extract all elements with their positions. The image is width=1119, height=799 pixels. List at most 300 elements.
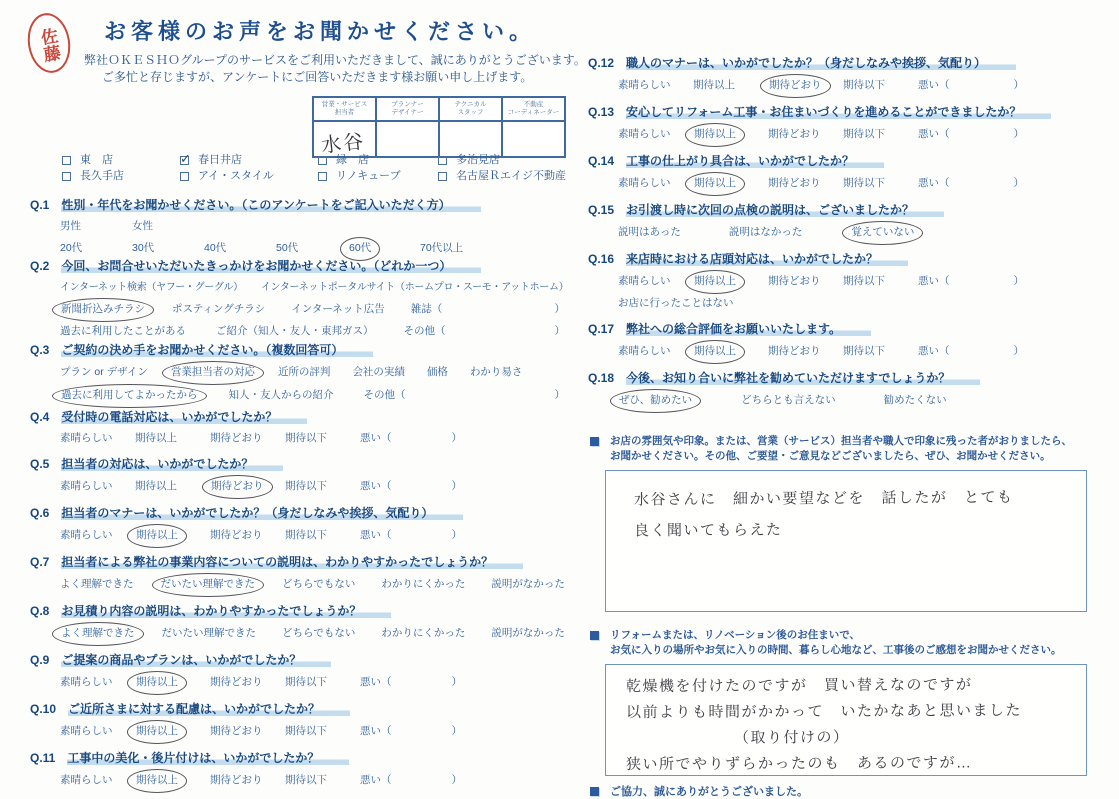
store-checkbox-group [62, 152, 566, 184]
store-checkbox[interactable] [438, 172, 447, 181]
handwritten-comment-line: （取り付けの） [733, 729, 850, 747]
store-checkbox[interactable] [62, 172, 71, 181]
circled-answer: 期待以上 [127, 720, 187, 744]
question-text: 来店時における店頭対応は、いかがでしたか？ [626, 252, 908, 266]
option-label: どちらでもない [282, 627, 356, 639]
option[interactable] [768, 76, 843, 95]
intro-line-2: ご多忙と存じますが、アンケートにご回答いただきます様お願い申し上げます。 [102, 70, 533, 84]
option-row [588, 174, 1108, 193]
option[interactable] [172, 301, 265, 318]
option-row [588, 391, 1108, 410]
option-label: ポスティングチラシ [172, 303, 266, 315]
option[interactable] [381, 625, 465, 642]
option-label: 悪い（ [360, 774, 392, 786]
question-text: お見積り内容の説明は、わかりやすかったでしょうか？ [61, 604, 391, 618]
store-row [62, 168, 566, 184]
option[interactable] [282, 576, 355, 593]
option[interactable] [729, 224, 803, 241]
circled-answer: 期待以上 [685, 172, 745, 196]
question-text: 担当者の対応は、いかがでしたか？ [61, 457, 283, 471]
option-label: インターネット広告 [291, 303, 385, 315]
bullet-square-icon [590, 437, 599, 446]
check-mark-icon: ✓ [180, 150, 191, 166]
circled-answer: 60代 [340, 237, 380, 261]
option-label: ） [1013, 275, 1024, 287]
option[interactable] [285, 772, 360, 789]
option[interactable] [135, 430, 210, 447]
option-row [588, 125, 1108, 144]
option[interactable] [404, 323, 446, 340]
comment-box-2[interactable] [605, 664, 1087, 776]
option[interactable] [60, 478, 135, 495]
intro-text [84, 52, 586, 86]
option[interactable] [261, 279, 569, 296]
comment2-prompt-line1: リフォームまたは、リノベーション後のお住まいで、 [610, 629, 861, 641]
question-q5 [30, 456, 565, 496]
handwritten-comment-line: 以前よりも時間がかかって いたかなあと思いました [625, 702, 1023, 722]
question-text: 弊社への総合評価をお願いいたします。 [626, 322, 871, 336]
questions-column-right [588, 55, 1108, 799]
option[interactable] [850, 223, 915, 242]
option[interactable] [618, 391, 693, 410]
question-q15 [588, 202, 1108, 242]
option-label: 近所の評判 [277, 366, 331, 378]
option[interactable] [60, 772, 135, 789]
question-number: Q.13 [588, 105, 615, 119]
option[interactable] [132, 240, 204, 257]
option-label: わかり易さ [469, 366, 523, 378]
option-label: 素晴らしい [618, 128, 671, 140]
question-title [588, 104, 1108, 121]
option[interactable] [210, 430, 285, 447]
option-label: よく理解できた [60, 578, 134, 590]
option[interactable] [132, 218, 204, 235]
option[interactable] [60, 240, 132, 257]
paren-close [555, 387, 566, 404]
question-title [588, 251, 1108, 268]
handwritten-comment-line: 良く聞いてもらえた [633, 521, 783, 540]
option[interactable] [427, 364, 448, 381]
store-checkbox[interactable] [318, 172, 327, 181]
store-option[interactable] [62, 168, 180, 184]
option[interactable] [60, 364, 148, 381]
option[interactable] [741, 392, 836, 409]
page-title: お客様のお声をお聞かせください。 [104, 19, 537, 44]
option[interactable] [420, 240, 492, 257]
paren-close [452, 723, 463, 740]
question-number: Q.5 [30, 457, 50, 471]
question-number: Q.12 [588, 56, 615, 70]
option[interactable] [618, 77, 693, 94]
handwritten-comment-line: 水谷さんに 細かい要望などを 話したが とても [633, 488, 1014, 509]
option-label: 説明はあった [618, 226, 681, 238]
option[interactable] [768, 343, 843, 360]
paren-close [452, 478, 463, 495]
circled-answer: 期待以上 [127, 769, 187, 793]
comment1-prompt-line2: お聞かせください。その他、ご要望・ご意見などございましたら、ぜひ、お聞かせください。 [610, 450, 1051, 462]
store-label: リノキューブ [336, 170, 401, 182]
option[interactable] [210, 527, 285, 544]
option[interactable] [278, 364, 331, 381]
option[interactable] [884, 392, 947, 409]
option-label: だいたい理解できた [161, 627, 256, 639]
comment-section-2 [588, 628, 1108, 776]
paren-close [452, 527, 463, 544]
question-title [30, 197, 565, 214]
option-label: 期待以下 [843, 177, 885, 189]
option[interactable] [135, 771, 210, 790]
circled-answer: 期待以上 [685, 123, 745, 147]
question-number: Q.11 [30, 751, 56, 765]
option[interactable] [693, 174, 768, 193]
option-row [588, 76, 1108, 95]
comment1-prompt-line1: お店の雰囲気や印象。または、営業（サービス）担当者や職人で印象に残った者がおりましたら、 [610, 435, 1072, 447]
comment-section-1 [588, 434, 1108, 612]
hanko-stamp-icon: 佐藤 [24, 10, 75, 76]
question-text: ご提案の商品やプランは、いかがでしたか？ [61, 653, 331, 667]
option-label: 期待以下 [285, 725, 327, 737]
question-q12 [588, 55, 1108, 95]
option-label: 素晴らしい [60, 480, 113, 492]
option[interactable] [843, 175, 918, 192]
store-label: アイ・スタイル [198, 170, 274, 182]
question-title [30, 750, 565, 767]
option-label: 説明がなかった [491, 578, 565, 590]
option[interactable] [491, 625, 565, 642]
option[interactable] [210, 674, 285, 691]
option-label: ） [554, 325, 565, 337]
option[interactable] [918, 77, 950, 94]
option-label: 雑誌（ [410, 303, 443, 315]
option-label: どちらでもない [282, 578, 356, 590]
option[interactable] [918, 126, 950, 143]
question-title [30, 554, 565, 571]
option[interactable] [360, 772, 392, 789]
option[interactable] [364, 387, 406, 404]
store-checkbox[interactable] [318, 156, 327, 165]
question-title [588, 321, 1108, 338]
question-title [30, 701, 565, 718]
option-label: 期待どおり [210, 529, 263, 541]
option[interactable] [360, 478, 392, 495]
option[interactable] [60, 723, 135, 740]
option[interactable] [381, 576, 465, 593]
question-text: 職人のマナーは、いかがでしたか？（身だしなみや挨拶、気配り） [626, 56, 1016, 70]
option-row [588, 272, 1108, 291]
staff-table-header-line: テクニカル [454, 101, 487, 108]
question-text: 工事中の美化・後片付けは、いかがでしたか？ [67, 751, 349, 765]
option-row [30, 386, 565, 405]
question-number: Q.9 [30, 653, 50, 667]
option-row [588, 295, 1108, 312]
store-label: 緑 店 [336, 154, 369, 166]
option[interactable] [491, 576, 565, 593]
option[interactable] [60, 527, 135, 544]
option[interactable] [291, 301, 385, 318]
option[interactable] [470, 364, 523, 381]
option-label: 期待以下 [285, 432, 327, 444]
store-option[interactable] [438, 152, 566, 168]
store-option[interactable] [62, 152, 180, 168]
store-row [62, 152, 566, 168]
option-label: 勧めたくない [883, 394, 947, 406]
question-text: 今回、お問合せいただいたきっかけをお聞かせください。（どれか一つ） [61, 259, 481, 273]
option-row [30, 300, 565, 319]
store-label: 春日井店 [198, 154, 242, 166]
store-option[interactable] [318, 168, 438, 184]
option-label: 期待どおり [210, 676, 263, 688]
option[interactable] [60, 624, 136, 643]
handwritten-staff-name: 水谷 [320, 130, 367, 158]
handwritten-comment-line: 乾燥機を付けたのですが 買い替えなのですが [625, 676, 973, 696]
option[interactable] [693, 77, 768, 94]
option-label: 期待以上 [693, 79, 735, 91]
option-label: ） [1013, 79, 1024, 91]
option[interactable] [618, 175, 693, 192]
option[interactable] [352, 364, 405, 381]
option[interactable] [282, 625, 355, 642]
store-label: 多治見店 [456, 154, 500, 166]
store-option[interactable] [438, 168, 566, 184]
option[interactable] [843, 343, 918, 360]
option[interactable] [135, 526, 210, 545]
option[interactable] [210, 772, 285, 789]
question-q1 [30, 197, 565, 258]
option[interactable] [216, 323, 374, 340]
option[interactable] [210, 477, 285, 496]
option-row [588, 342, 1108, 361]
option[interactable] [360, 674, 392, 691]
circled-answer: 期待以上 [127, 524, 187, 548]
option-label: ） [451, 725, 462, 737]
question-text: 安心してリフォーム工事・お住まいづくりを進めることができましたか？ [626, 105, 1051, 119]
option-label: 悪い（ [360, 432, 392, 444]
staff-table-header-line: デザイナー [391, 109, 424, 116]
question-q11 [30, 750, 565, 790]
option[interactable] [618, 126, 693, 143]
question-number: Q.6 [30, 506, 50, 520]
option-label: 期待どおり [768, 128, 821, 140]
option-label: 期待以下 [843, 128, 885, 140]
store-checkbox[interactable] [180, 172, 189, 181]
option[interactable] [135, 478, 210, 495]
option-row [30, 323, 565, 340]
option-label: その他（ [403, 325, 446, 337]
option[interactable] [768, 175, 843, 192]
question-title [30, 652, 565, 669]
option[interactable] [60, 279, 243, 296]
option-label: 素晴らしい [618, 275, 671, 287]
option[interactable] [229, 387, 334, 404]
option-label: 悪い（ [918, 79, 950, 91]
option[interactable] [285, 430, 360, 447]
option-label: 30代 [132, 242, 155, 254]
option[interactable] [210, 723, 285, 740]
option[interactable] [360, 430, 392, 447]
option-label: 期待どおり [768, 345, 821, 357]
option[interactable] [918, 273, 950, 290]
option[interactable] [918, 175, 950, 192]
circled-answer: 覚えていない [842, 221, 923, 245]
option-label: 40代 [204, 242, 227, 254]
staff-table-header-cell [313, 97, 376, 121]
option-label: ） [1013, 177, 1024, 189]
questions-right-group [588, 55, 1108, 410]
option[interactable] [843, 273, 918, 290]
option[interactable] [135, 722, 210, 741]
paren-close [1014, 343, 1025, 360]
option[interactable] [160, 575, 257, 594]
option-label: 悪い（ [360, 480, 392, 492]
store-label: 長久手店 [80, 170, 124, 182]
question-number: Q.10 [30, 702, 57, 716]
option-label: 悪い（ [918, 275, 950, 287]
option[interactable] [204, 240, 276, 257]
question-q8 [30, 603, 565, 643]
option[interactable] [170, 363, 256, 382]
option-label: 素晴らしい [618, 177, 671, 189]
option[interactable] [693, 125, 768, 144]
circled-answer: 期待以上 [685, 270, 745, 294]
circled-answer: だいたい理解できた [152, 573, 265, 597]
option-label: その他（ [363, 389, 406, 401]
question-q17 [588, 321, 1108, 361]
option[interactable] [693, 272, 768, 291]
question-number: Q.18 [588, 371, 615, 385]
option[interactable] [348, 239, 420, 258]
paren-close [1014, 175, 1025, 192]
option-label: 悪い（ [360, 676, 392, 688]
option-label: 70代以上 [420, 242, 464, 254]
option[interactable] [60, 430, 135, 447]
option[interactable] [285, 723, 360, 740]
store-option[interactable] [318, 152, 438, 168]
option[interactable] [60, 674, 135, 691]
question-number: Q.3 [30, 343, 50, 357]
question-text: 性別・年代をお聞かせください。（このアンケートをご記入いただく方） [61, 198, 480, 212]
store-label: 名古屋Ｒエイジ不動産 [456, 170, 566, 182]
option[interactable] [768, 273, 843, 290]
option[interactable] [360, 527, 392, 544]
option[interactable] [285, 478, 360, 495]
option-label: どちらとも言えない [741, 394, 836, 406]
staff-table-header-line: 不動産 [523, 101, 544, 108]
option[interactable] [162, 625, 257, 642]
option[interactable] [285, 674, 360, 691]
option-label: 素晴らしい [60, 676, 113, 688]
option-label: 期待以下 [285, 676, 327, 688]
footer-thanks [588, 783, 1108, 799]
paren-close [1014, 126, 1025, 143]
staff-table [312, 96, 566, 158]
question-title [588, 153, 1108, 170]
question-title [588, 370, 1108, 387]
option[interactable] [918, 343, 950, 360]
option-label: ） [1013, 345, 1024, 357]
question-q16 [588, 251, 1108, 312]
option[interactable] [60, 386, 199, 405]
option[interactable] [618, 273, 693, 290]
intro-line-1: 弊社ＯＫＥＳＨＯグループのサービスをご利用いただきまして、誠にありがとうございます。 [84, 53, 586, 67]
option[interactable] [60, 218, 132, 235]
question-q10 [30, 701, 565, 741]
option[interactable] [843, 126, 918, 143]
store-option[interactable] [180, 152, 318, 168]
option[interactable] [135, 673, 210, 692]
store-checkbox[interactable] [438, 156, 447, 165]
option[interactable] [843, 77, 918, 94]
option-label: 素晴らしい [60, 432, 113, 444]
option[interactable] [618, 343, 693, 360]
circled-answer: ぜひ、勧めたい [610, 389, 701, 413]
staff-table-header-line: コーディネーター [507, 109, 560, 116]
option[interactable] [618, 224, 681, 241]
question-number: Q.2 [30, 259, 50, 273]
question-number: Q.4 [30, 410, 50, 424]
circled-answer: 期待どおり [760, 74, 831, 98]
option-label: 会社の実績 [352, 366, 405, 378]
option-label: 過去に利用したことがある [60, 325, 186, 337]
option-row [30, 430, 565, 447]
question-title [30, 456, 565, 473]
option[interactable] [60, 576, 134, 593]
option-row [30, 722, 565, 741]
question-q14 [588, 153, 1108, 193]
question-number: Q.8 [30, 604, 50, 618]
option[interactable] [60, 323, 186, 340]
option-label: 期待以下 [843, 275, 885, 287]
question-title [30, 409, 565, 426]
circled-answer: 営業担当者の対応 [162, 361, 264, 385]
option[interactable] [411, 301, 443, 318]
option[interactable] [285, 527, 360, 544]
option-label: 悪い（ [918, 128, 950, 140]
question-number: Q.15 [588, 203, 615, 217]
question-text: お引渡し時に次回の点検の説明は、ございましたか？ [626, 203, 944, 217]
option[interactable] [360, 723, 392, 740]
paren-close [1014, 273, 1025, 290]
option-label: 期待以下 [285, 774, 327, 786]
comment-box-1[interactable] [605, 470, 1087, 612]
option-label: 期待以下 [285, 529, 327, 541]
option-label: 悪い（ [918, 177, 950, 189]
option-label: 悪い（ [360, 725, 392, 737]
option[interactable] [618, 295, 734, 312]
option-label: 価格 [426, 366, 448, 378]
question-text: 担当者のマナーは、いかがでしたか？（身だしなみや挨拶、気配り） [61, 506, 463, 520]
option[interactable] [60, 300, 146, 319]
option-label: 素晴らしい [60, 529, 113, 541]
question-q2 [30, 258, 569, 340]
option-label: 悪い（ [360, 529, 392, 541]
option[interactable] [768, 126, 843, 143]
store-option[interactable] [180, 168, 318, 184]
store-checkbox[interactable] [180, 150, 191, 166]
question-title [30, 603, 565, 620]
option-label: ご紹介（知人・友人・東邦ガス） [216, 325, 374, 337]
paren-close [452, 772, 463, 789]
option[interactable] [693, 342, 768, 361]
comment2-prompt-line2: お気に入りの場所やお気に入りの時間、暮らし心地など、工事後のご感想をお聞かせください。 [610, 644, 1062, 656]
option-row [30, 218, 565, 235]
option-row [588, 223, 1108, 242]
option-row [30, 624, 565, 643]
staff-table-header-cell [376, 97, 439, 121]
circled-answer: 期待以上 [685, 340, 745, 364]
store-checkbox[interactable] [62, 156, 71, 165]
option[interactable] [276, 240, 348, 257]
option-label: 期待以上 [135, 432, 177, 444]
